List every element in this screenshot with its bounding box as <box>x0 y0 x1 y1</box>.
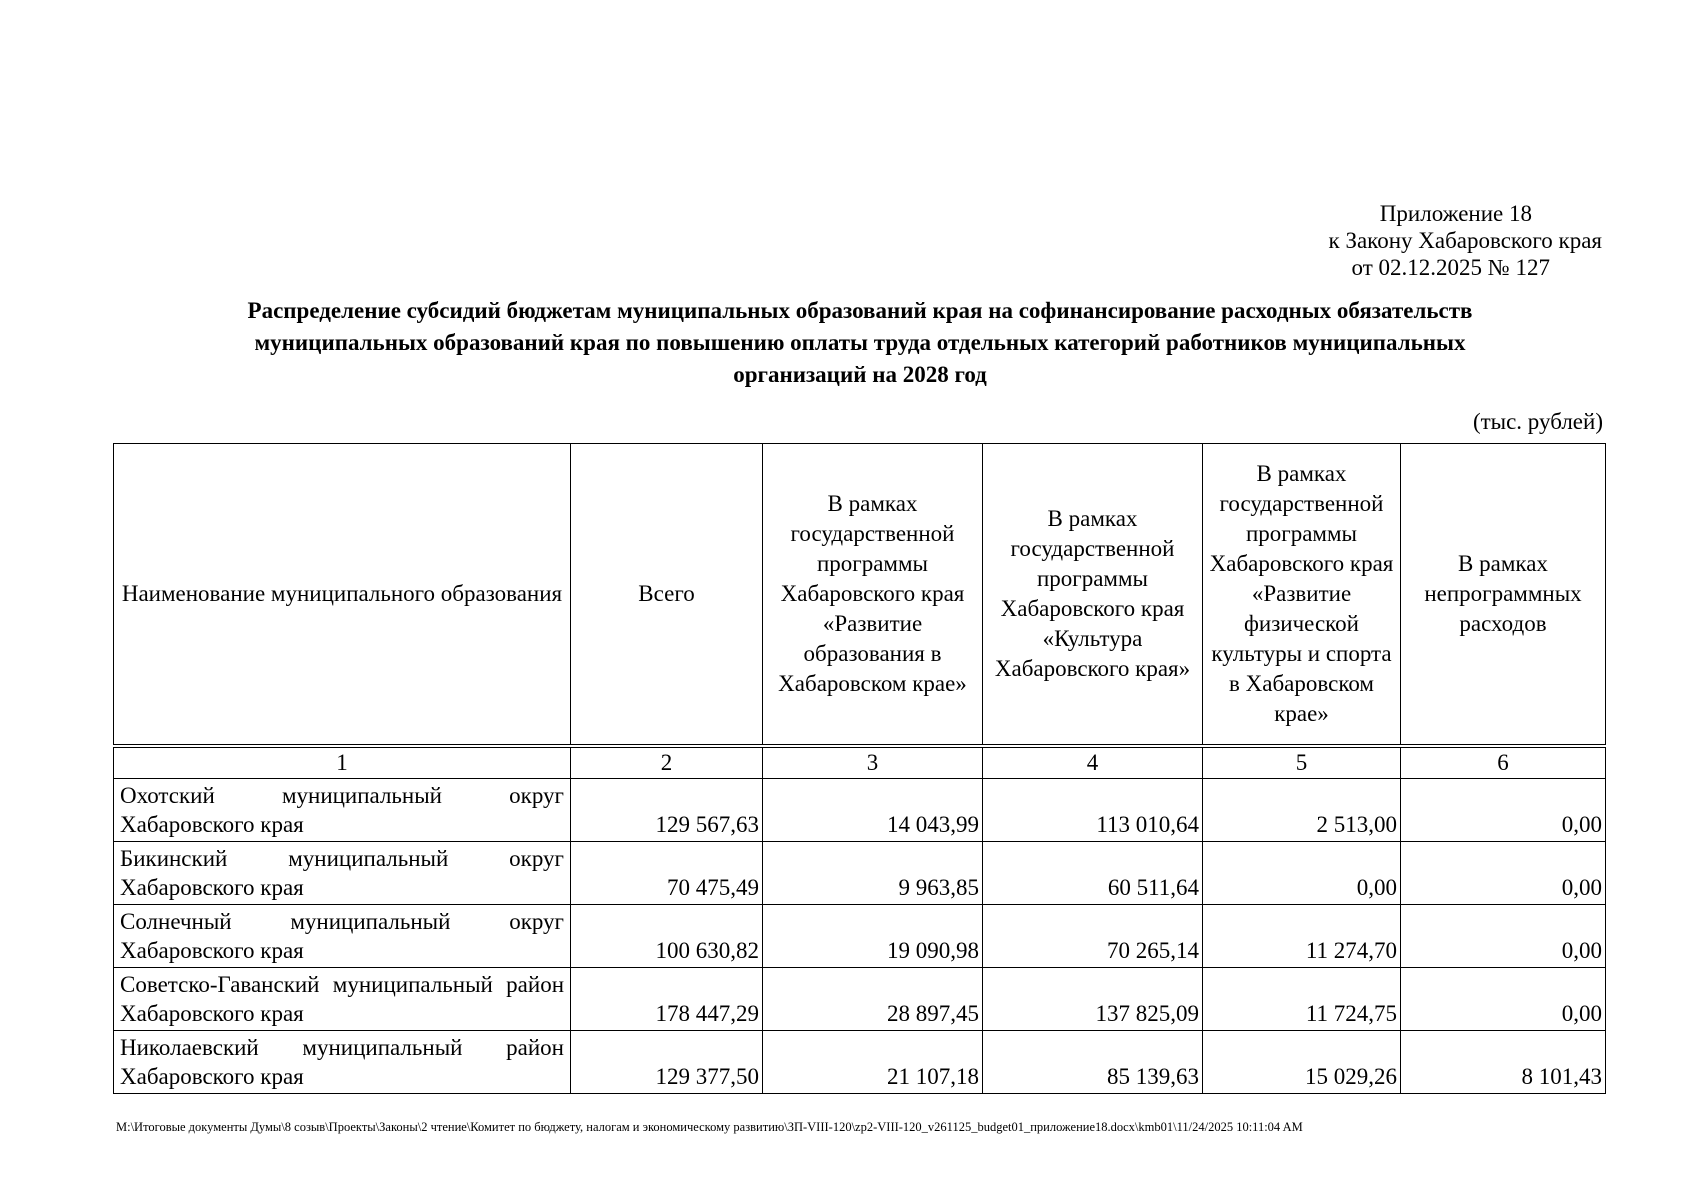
title-line-1: Распределение субсидий бюджетам муниципальных образований края на софинансирование расходных обязательств <box>247 298 1473 323</box>
header-education: В рамках государственной программы Хабаровского края «Развитие образования в Хабаровском крае» <box>763 444 983 745</box>
column-number: 6 <box>1401 748 1606 779</box>
culture-cell: 85 139,63 <box>983 1031 1203 1094</box>
document-title <box>140 295 1580 391</box>
file-path-footer: M:\Итоговые документы Думы\8 созыв\Проекты\Законы\2 чтение\Комитет по бюджету, налогам и экономическому развитию\ЗП-VIII-120\zp2-VIII-120_v261125_budget01_приложение18.docx\kmb01\11/24/2025 10:11:04 AM <box>116 1120 1303 1134</box>
culture-cell: 137 825,09 <box>983 968 1203 1031</box>
header-culture: В рамках государственной программы Хабаровского края «Культура Хабаровского края» <box>983 444 1203 745</box>
column-number: 4 <box>983 748 1203 779</box>
appendix-block <box>1329 200 1602 281</box>
table-row <box>114 779 1606 842</box>
column-number: 3 <box>763 748 983 779</box>
municipality-name: Охотский муниципальный округ Хабаровского края <box>114 779 571 842</box>
title-line-3: организаций на 2028 год <box>733 362 987 387</box>
municipality-name: Советско-Гаванский муниципальный район Хабаровского края <box>114 968 571 1031</box>
nonprogram-cell: 8 101,43 <box>1401 1031 1606 1094</box>
header-total: Всего <box>571 444 763 745</box>
title-line-2: муниципальных образований края по повышению оплаты труда отдельных категорий работников муниципальных <box>254 330 1466 355</box>
sport-cell: 11 724,75 <box>1203 968 1401 1031</box>
appendix-law: к Закону Хабаровского края <box>1328 228 1602 253</box>
table-row <box>114 968 1606 1031</box>
culture-cell: 113 010,64 <box>983 779 1203 842</box>
header-nonprogram: В рамках непрограммных расходов <box>1401 444 1606 745</box>
total-cell: 100 630,82 <box>571 905 763 968</box>
header-name: Наименование муниципального образования <box>114 444 571 745</box>
header-sport: В рамках государственной программы Хабаровского края «Развитие физической культуры и спорта в Хабаровском крае» <box>1203 444 1401 745</box>
nonprogram-cell: 0,00 <box>1401 842 1606 905</box>
nonprogram-cell: 0,00 <box>1401 968 1606 1031</box>
sport-cell: 11 274,70 <box>1203 905 1401 968</box>
total-cell: 178 447,29 <box>571 968 763 1031</box>
units-label: (тыс. рублей) <box>1472 409 1603 434</box>
column-number: 5 <box>1203 748 1401 779</box>
education-cell: 9 963,85 <box>763 842 983 905</box>
total-cell: 129 567,63 <box>571 779 763 842</box>
total-cell: 70 475,49 <box>571 842 763 905</box>
column-number: 1 <box>114 748 571 779</box>
header-row <box>114 444 1606 745</box>
municipality-name: Бикинский муниципальный округ Хабаровского края <box>114 842 571 905</box>
nonprogram-cell: 0,00 <box>1401 779 1606 842</box>
appendix-number: Приложение 18 <box>1379 201 1532 226</box>
column-number-row <box>114 748 1606 779</box>
subsidy-table <box>113 443 1606 1094</box>
table-row <box>114 905 1606 968</box>
culture-cell: 60 511,64 <box>983 842 1203 905</box>
education-cell: 14 043,99 <box>763 779 983 842</box>
appendix-date: от 02.12.2025 № 127 <box>1351 255 1550 280</box>
municipality-name: Николаевский муниципальный район Хабаровского края <box>114 1031 571 1094</box>
column-number: 2 <box>571 748 763 779</box>
education-cell: 19 090,98 <box>763 905 983 968</box>
municipality-name: Солнечный муниципальный округ Хабаровского края <box>114 905 571 968</box>
total-cell: 129 377,50 <box>571 1031 763 1094</box>
sport-cell: 2 513,00 <box>1203 779 1401 842</box>
culture-cell: 70 265,14 <box>983 905 1203 968</box>
table-row <box>114 1031 1606 1094</box>
table-row <box>114 842 1606 905</box>
sport-cell: 15 029,26 <box>1203 1031 1401 1094</box>
education-cell: 21 107,18 <box>763 1031 983 1094</box>
education-cell: 28 897,45 <box>763 968 983 1031</box>
sport-cell: 0,00 <box>1203 842 1401 905</box>
nonprogram-cell: 0,00 <box>1401 905 1606 968</box>
